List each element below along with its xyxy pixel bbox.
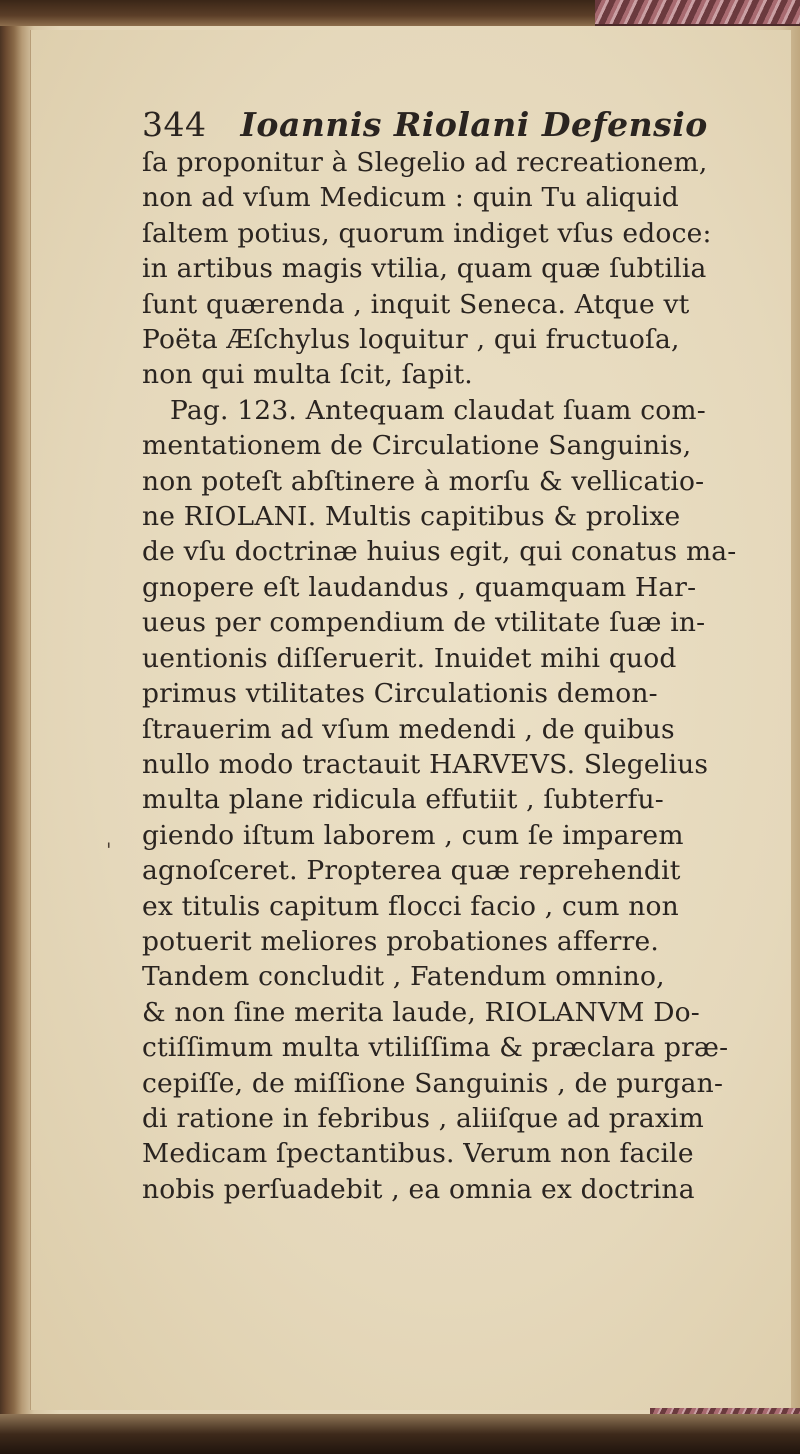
text-line: ex titulis capitum flocci facio , cum non bbox=[142, 890, 679, 922]
page-number: 344 bbox=[142, 105, 207, 144]
text-line: primus vtilitates Circulationis demon- bbox=[142, 678, 658, 710]
text-line: potuerit meliores probationes afferre. bbox=[142, 925, 659, 957]
text-line: non qui multa ſcit, ſapit. bbox=[142, 359, 473, 391]
text-line: nobis perſuadebit , ea omnia ex doctrina bbox=[142, 1173, 695, 1205]
text-line: de vſu doctrinæ huius egit, qui conatus ma- bbox=[142, 536, 737, 568]
text-line: ſunt quærenda , inquit Seneca. Atque vt bbox=[142, 288, 690, 320]
text-line: giendo iſtum laborem , cum ſe imparem bbox=[142, 819, 684, 851]
text-line: uentionis diſſeruerit. Inuidet mihi quod bbox=[142, 642, 677, 674]
text-line: non ad vſum Medicum : quin Tu aliquid bbox=[142, 182, 679, 214]
text-line: di ratione in febribus , aliiſque ad praxim bbox=[142, 1102, 704, 1134]
running-title: Ioannis Riolani Defensio bbox=[240, 105, 708, 144]
text-line: agnoſceret. Propterea quæ reprehendit bbox=[142, 855, 681, 887]
text-line: cepiſſe, de miſſione Sanguinis , de purgan- bbox=[142, 1067, 724, 1099]
text-line: ſaltem potius, quorum indiget vſus edoce: bbox=[142, 217, 712, 249]
text-line: Tandem concludit , Fatendum omnino, bbox=[142, 961, 665, 993]
text-line: non poteſt abſtinere à morſu & vellicatio- bbox=[142, 465, 705, 497]
margin-mark: ' bbox=[106, 838, 112, 862]
text-line: ſtrauerim ad vſum medendi , de quibus bbox=[142, 713, 675, 745]
text-line: Poëta Æſchylus loquitur , qui fructuoſa, bbox=[142, 324, 680, 356]
text-line: ne RIOLANI. Multis capitibus & prolixe bbox=[142, 501, 681, 533]
text-line: Medicam ſpectantibus. Verum non facile bbox=[142, 1138, 694, 1170]
text-line: ctiſſimum multa vtiliſſima & præclara præ- bbox=[142, 1032, 729, 1064]
text-line: & non ſine merita laude, RIOLANVM Do- bbox=[142, 996, 700, 1028]
book-bottom-edge bbox=[0, 1414, 800, 1454]
running-header bbox=[142, 105, 714, 145]
text-line: in artibus magis vtilia, quam quæ ſubtilia bbox=[142, 253, 707, 285]
page-text-block bbox=[142, 105, 737, 1207]
text-line: Pag. 123. Antequam claudat ſuam com- bbox=[170, 394, 706, 426]
text-line: gnopere eſt laudandus , quamquam Har- bbox=[142, 571, 697, 603]
text-line: nullo modo tractauit HARVEVS. Slegelius bbox=[142, 748, 709, 780]
bookmark-ribbon-top bbox=[595, 0, 800, 26]
text-line: multa plane ridicula effutiit , ſubterfu- bbox=[142, 784, 664, 816]
text-line: mentationem de Circulatione Sanguinis, bbox=[142, 430, 692, 462]
text-line: ueus per compendium de vtilitate ſuæ in- bbox=[142, 607, 706, 639]
text-line: ſa proponitur à Slegelio ad recreationem, bbox=[142, 147, 708, 178]
